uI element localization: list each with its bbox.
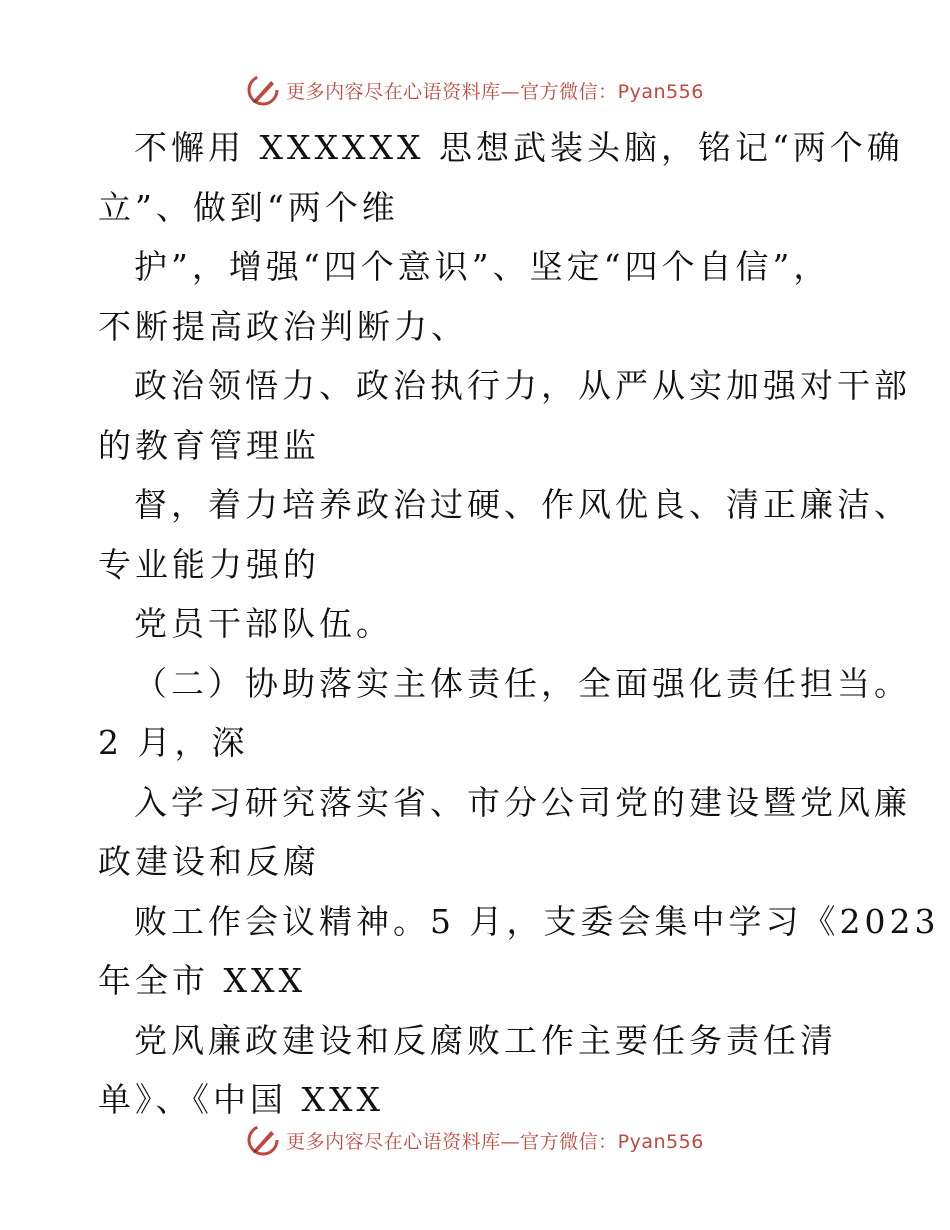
text-line: 败工作会议精神。5 月，支委会集中学习《2023 bbox=[134, 901, 940, 941]
text-line: 护”，增强“四个意识”、坚定“四个自信”， bbox=[134, 247, 831, 286]
pen-logo-icon bbox=[246, 1123, 280, 1157]
text-line: （二）协助落实主体责任，全面强化责任担当。 bbox=[134, 663, 911, 703]
text-line: 不懈用 XXXXXX 思想武装头脑，铭记“两个确 bbox=[134, 128, 904, 167]
text-line: 专业能力强的 bbox=[98, 544, 320, 584]
text-line: 年全市 XXX bbox=[98, 961, 306, 1000]
text-line: 党风廉政建设和反腐败工作主要任务责任清 bbox=[134, 1020, 837, 1060]
pen-logo-icon bbox=[246, 73, 280, 107]
watermark-text: 更多内容尽在心语资料库—官方微信：Pyan556 bbox=[286, 80, 704, 103]
text-line: 督，着力培养政治过硬、作风优良、清正廉洁、 bbox=[134, 485, 911, 524]
footer-watermark bbox=[0, 1122, 950, 1158]
header-watermark bbox=[0, 72, 950, 108]
text-line: 2 月，深 bbox=[98, 723, 249, 762]
text-line: 政建设和反腐 bbox=[98, 842, 320, 881]
watermark-text: 更多内容尽在心语资料库—官方微信：Pyan556 bbox=[286, 1130, 704, 1153]
text-line: 入学习研究落实省、市分公司党的建设暨党风廉 bbox=[134, 782, 911, 822]
document-body bbox=[98, 118, 940, 1130]
text-line: 的教育管理监 bbox=[98, 425, 320, 465]
text-line: 单》、《中国 XXX bbox=[98, 1080, 384, 1119]
text-line: 立”、做到“两个维 bbox=[98, 187, 399, 227]
text-line: 政治领悟力、政治执行力，从严从实加强对干部 bbox=[134, 366, 911, 405]
text-line: 不断提高政治判断力、 bbox=[98, 306, 468, 346]
text-line: 党员干部队伍。 bbox=[134, 604, 393, 643]
